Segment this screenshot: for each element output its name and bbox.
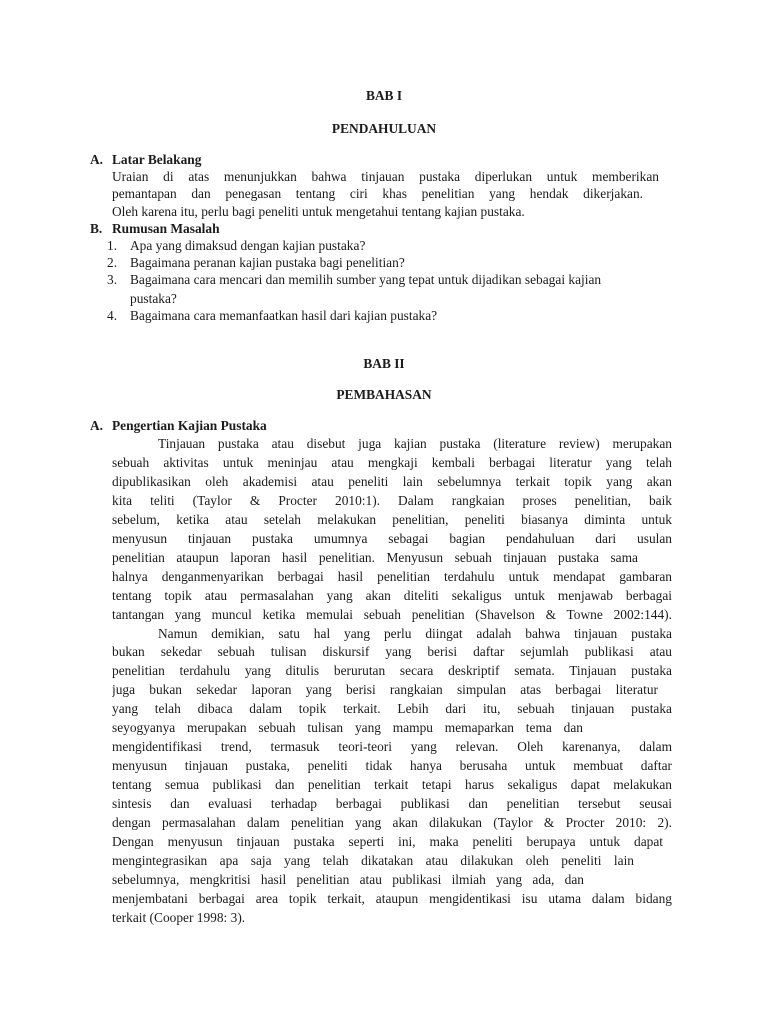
bab2-heading: BAB II — [363, 356, 405, 371]
list-item-text: pustaka? — [130, 291, 177, 306]
bab1-section-a-line: Uraian di atas menunjukkan bahwa tinjauan pustaka diperlukan untuk memberikan — [112, 169, 659, 184]
list-item-text: Bagaimana cara memanfaatkan hasil dari kajian pustaka? — [130, 308, 438, 323]
paragraph-line: juga bukan sekedar laporan yang berisi rangkaian simpulan atas berbagai literatur — [112, 682, 658, 697]
bab1-section-a-heading: Latar Belakang — [112, 152, 202, 167]
paragraph-line: kita teliti (Taylor & Procter 2010:1). Dalam rangkaian proses penelitian, baik — [112, 493, 672, 508]
list-item-text: Bagaimana peranan kajian pustaka bagi penelitian? — [130, 255, 405, 270]
paragraph-line: penelitian terdahulu yang ditulis berurutan secara deskriptif semata. Tinjauan pustaka — [112, 663, 672, 678]
paragraph-line: sebelumnya, mengkritisi hasil penelitian atau publikasi ilmiah yang ada, dan — [112, 872, 584, 887]
bab1-section-a-line: Oleh karena itu, perlu bagi peneliti untuk mengetahui tentang kajian pustaka. — [112, 204, 525, 219]
paragraph-line: mengidentifikasi trend, termasuk teori-teori yang relevan. Oleh karenanya, dalam — [112, 739, 672, 754]
list-item-text: Bagaimana cara mencari dan memilih sumber yang tepat untuk dijadikan sebagai kajian — [130, 272, 602, 287]
list-item-number: 1. — [107, 238, 118, 253]
paragraph-line: dengan permasalahan dalam penelitian yang akan dilakukan (Taylor & Procter 2010: 2). — [112, 815, 672, 830]
paragraph-line: seyogyanya merupakan sebuah tulisan yang mampu memaparkan tema dan — [112, 720, 583, 735]
paragraph-line: yang telah dibaca dalam topik terkait. Lebih dari itu, sebuah tinjauan pustaka — [112, 701, 672, 716]
paragraph-line: bukan sekedar sebuah tulisan diskursif yang berisi daftar sejumlah publikasi atau — [112, 644, 672, 659]
paragraph-line: Tinjauan pustaka atau disebut juga kajian pustaka (literature review) merupakan — [158, 436, 672, 451]
paragraph-line: menyusun tinjauan pustaka umumnya sebagai bagian pendahuluan dari usulan — [112, 531, 672, 546]
list-item-text: Apa yang dimaksud dengan kajian pustaka? — [130, 238, 366, 253]
bab2-section-a-heading: Pengertian Kajian Pustaka — [112, 418, 267, 433]
paragraph-line: menyusun tinjauan pustaka, peneliti tidak hanya berusaha untuk membuat daftar — [112, 758, 672, 773]
paragraph-line: Namun demikian, satu hal yang perlu diingat adalah bahwa tinjauan pustaka — [158, 626, 672, 641]
bab1-section-a-line: pemantapan dan penegasan tentang ciri khas penelitian yang hendak dikerjakan. — [112, 186, 643, 201]
list-item-number: 4. — [107, 308, 118, 323]
paragraph-line: terkait (Cooper 1998: 3). — [112, 910, 246, 925]
paragraph-line: tentang topik atau permasalahan yang akan diteliti sekaligus untuk menjawab berbagai — [112, 588, 672, 603]
paragraph-line: sebuah aktivitas untuk meninjau atau mengkaji kembali berbagai literatur yang telah — [112, 455, 672, 470]
paragraph-line: menjembatani berbagai area topik terkait, ataupun mengidentikasi isu utama dalam bidang — [112, 891, 672, 906]
paragraph-line: penelitian ataupun laporan hasil penelitian. Menyusun sebuah tinjauan pustaka sama — [112, 550, 638, 565]
paragraph-line: dipublikasikan oleh akademisi atau peneliti lain sebelumnya terkait topik yang akan — [112, 474, 672, 489]
list-item-number: 3. — [107, 272, 118, 287]
bab1-section-b-heading: Rumusan Masalah — [112, 221, 220, 236]
paragraph-line: tentang semua publikasi dan penelitian terkait tetapi harus sekaligus dapat melakukan — [112, 777, 672, 792]
paragraph-line: sebelum, ketika atau setelah melakukan penelitian, peneliti biasanya diminta untuk — [112, 512, 672, 527]
bab1-title: PENDAHULUAN — [331, 121, 437, 136]
list-item-number: 2. — [107, 255, 118, 270]
paragraph-line: mengintegrasikan apa saja yang telah dikatakan atau dilakukan oleh peneliti lain — [112, 853, 634, 868]
bab1-heading: BAB I — [365, 88, 403, 103]
bab1-section-a-marker: A. — [90, 152, 104, 167]
paragraph-line: Dengan menyusun tinjauan pustaka seperti ini, maka peneliti berupaya untuk dapat — [112, 834, 663, 849]
paragraph-line: halnya denganmenyarikan berbagai hasil penelitian terdahulu untuk mendapat gambaran — [112, 569, 672, 584]
bab1-section-b-marker: B. — [90, 221, 103, 236]
paragraph-line: sintesis dan evaluasi terhadap berbagai publikasi dan penelitian tersebut seusai — [112, 796, 672, 811]
bab2-section-a-marker: A. — [90, 418, 104, 433]
paragraph-line: tantangan yang muncul ketika memulai sebuah penelitian (Shavelson & Towne 2002:144). — [112, 607, 672, 622]
bab2-title: PEMBAHASAN — [336, 387, 432, 402]
